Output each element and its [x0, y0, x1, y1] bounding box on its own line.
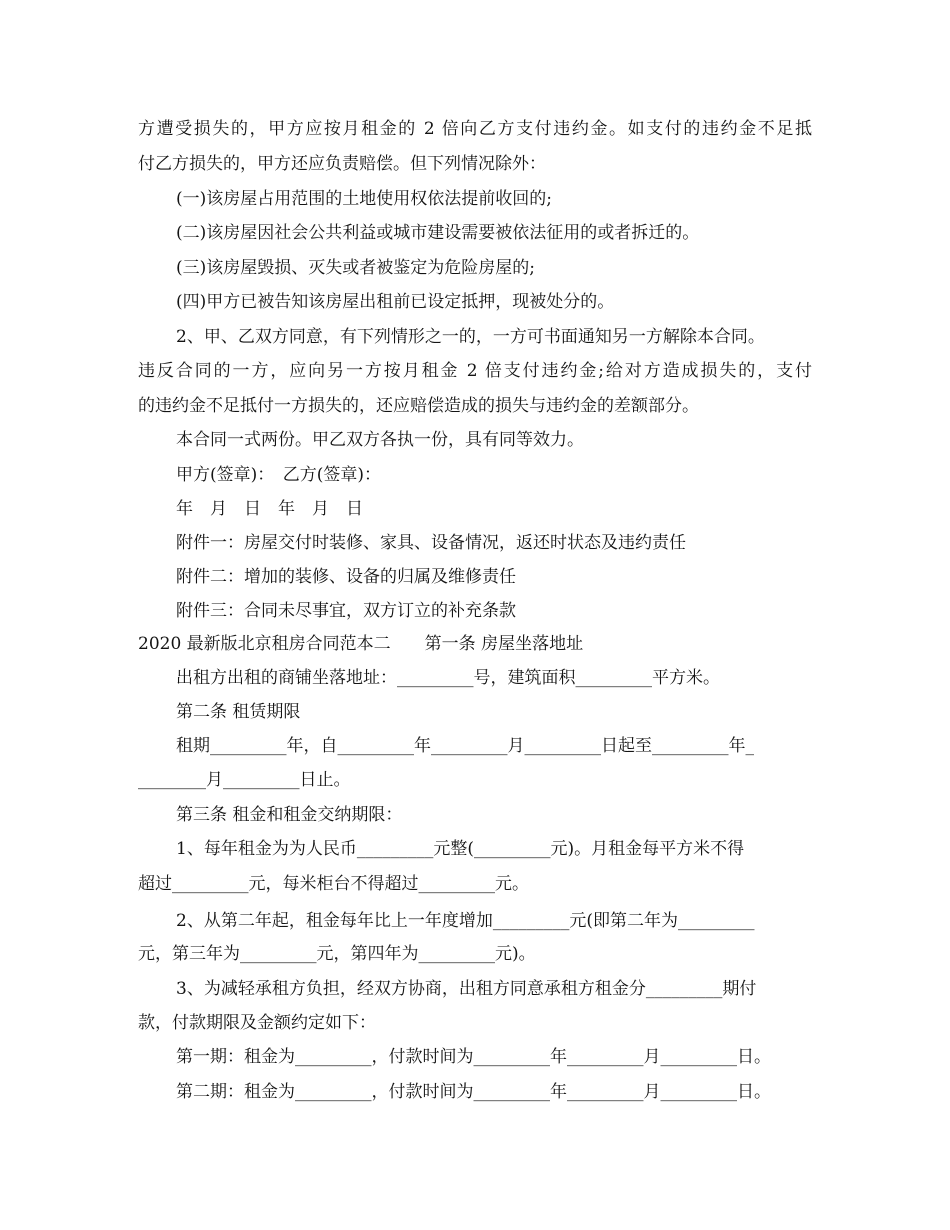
clause-2-line: 2、甲、乙双方同意，有下列情形之一的，一方可书面通知另一方解除本合同。	[176, 327, 765, 347]
rent-increase-line-cont: 元，第三年为_________元，第四年为_________元)。	[138, 944, 536, 964]
date-line: 年 月 日 年 月 日	[176, 499, 363, 519]
lease-term-line: 租期_________年，自_________年_________月_________日起至_________年_	[176, 736, 754, 756]
section-title: 2020 最新版北京租房合同范本二 第一条 房屋坐落地址	[138, 634, 584, 654]
paragraph-line: 方遭受损失的，甲方应按月租金的 2 倍向乙方支付违约金。如支付的违约金不足抵	[138, 119, 812, 139]
installment-line: 3、为减轻承租方负担，经双方协商，出租方同意承租方租金分_________期付	[176, 979, 757, 999]
rent-line-cont: 超过_________元，每米柜台不得超过_________元。	[138, 874, 529, 894]
installment-1: 第一期：租金为_________，付款时间为_________年_________月_________日。	[176, 1047, 771, 1067]
copies-statement: 本合同一式两份。甲乙双方各执一份，具有同等效力。	[176, 430, 584, 450]
rent-line: 1、每年租金为为人民币_________元整(_________元)。月租金每平方米不得	[176, 839, 745, 859]
paragraph-line: 违反合同的一方，应向另一方按月租金 2 倍支付违约金;给对方造成损失的，支付	[138, 361, 812, 381]
lease-term-line-cont: ________月_________日止。	[138, 770, 351, 790]
exception-item-4: (四)甲方已被告知该房屋出租前已设定抵押，现被处分的。	[176, 292, 615, 312]
exception-item-1: (一)该房屋占用范围的土地使用权依法提前收回的;	[176, 189, 552, 209]
paragraph-line: 的违约金不足抵付一方损失的，还应赔偿造成的损失与违约金的差额部分。	[138, 396, 699, 416]
article-3-heading: 第三条 租金和租金交纳期限：	[176, 805, 403, 825]
exception-item-3: (三)该房屋毁损、灭失或者被鉴定为危险房屋的;	[176, 258, 535, 278]
installment-2: 第二期：租金为_________，付款时间为_________年_________月_________日。	[176, 1082, 771, 1102]
attachment-3: 附件三：合同未尽事宜，双方订立的补充条款	[176, 601, 516, 621]
exception-item-2: (二)该房屋因社会公共利益或城市建设需要被依法征用的或者拆迁的。	[176, 223, 700, 243]
installment-line-cont: 款，付款期限及金额约定如下：	[138, 1013, 376, 1033]
attachment-2: 附件二：增加的装修、设备的归属及维修责任	[176, 567, 516, 587]
article-2-heading: 第二条 租赁期限	[176, 702, 301, 722]
attachment-1: 附件一：房屋交付时装修、家具、设备情况，返还时状态及违约责任	[176, 533, 686, 553]
rent-increase-line: 2、从第二年起，租金每年比上一年度增加_________元(即第二年为_________	[176, 911, 755, 931]
signature-line: 甲方(签章)： 乙方(签章)：	[176, 465, 382, 485]
paragraph-line: 付乙方损失的，甲方还应负责赔偿。但下列情况除外：	[138, 154, 546, 174]
address-line: 出租方出租的商铺坐落地址：_________号，建筑面积_________平方米。	[176, 668, 720, 688]
